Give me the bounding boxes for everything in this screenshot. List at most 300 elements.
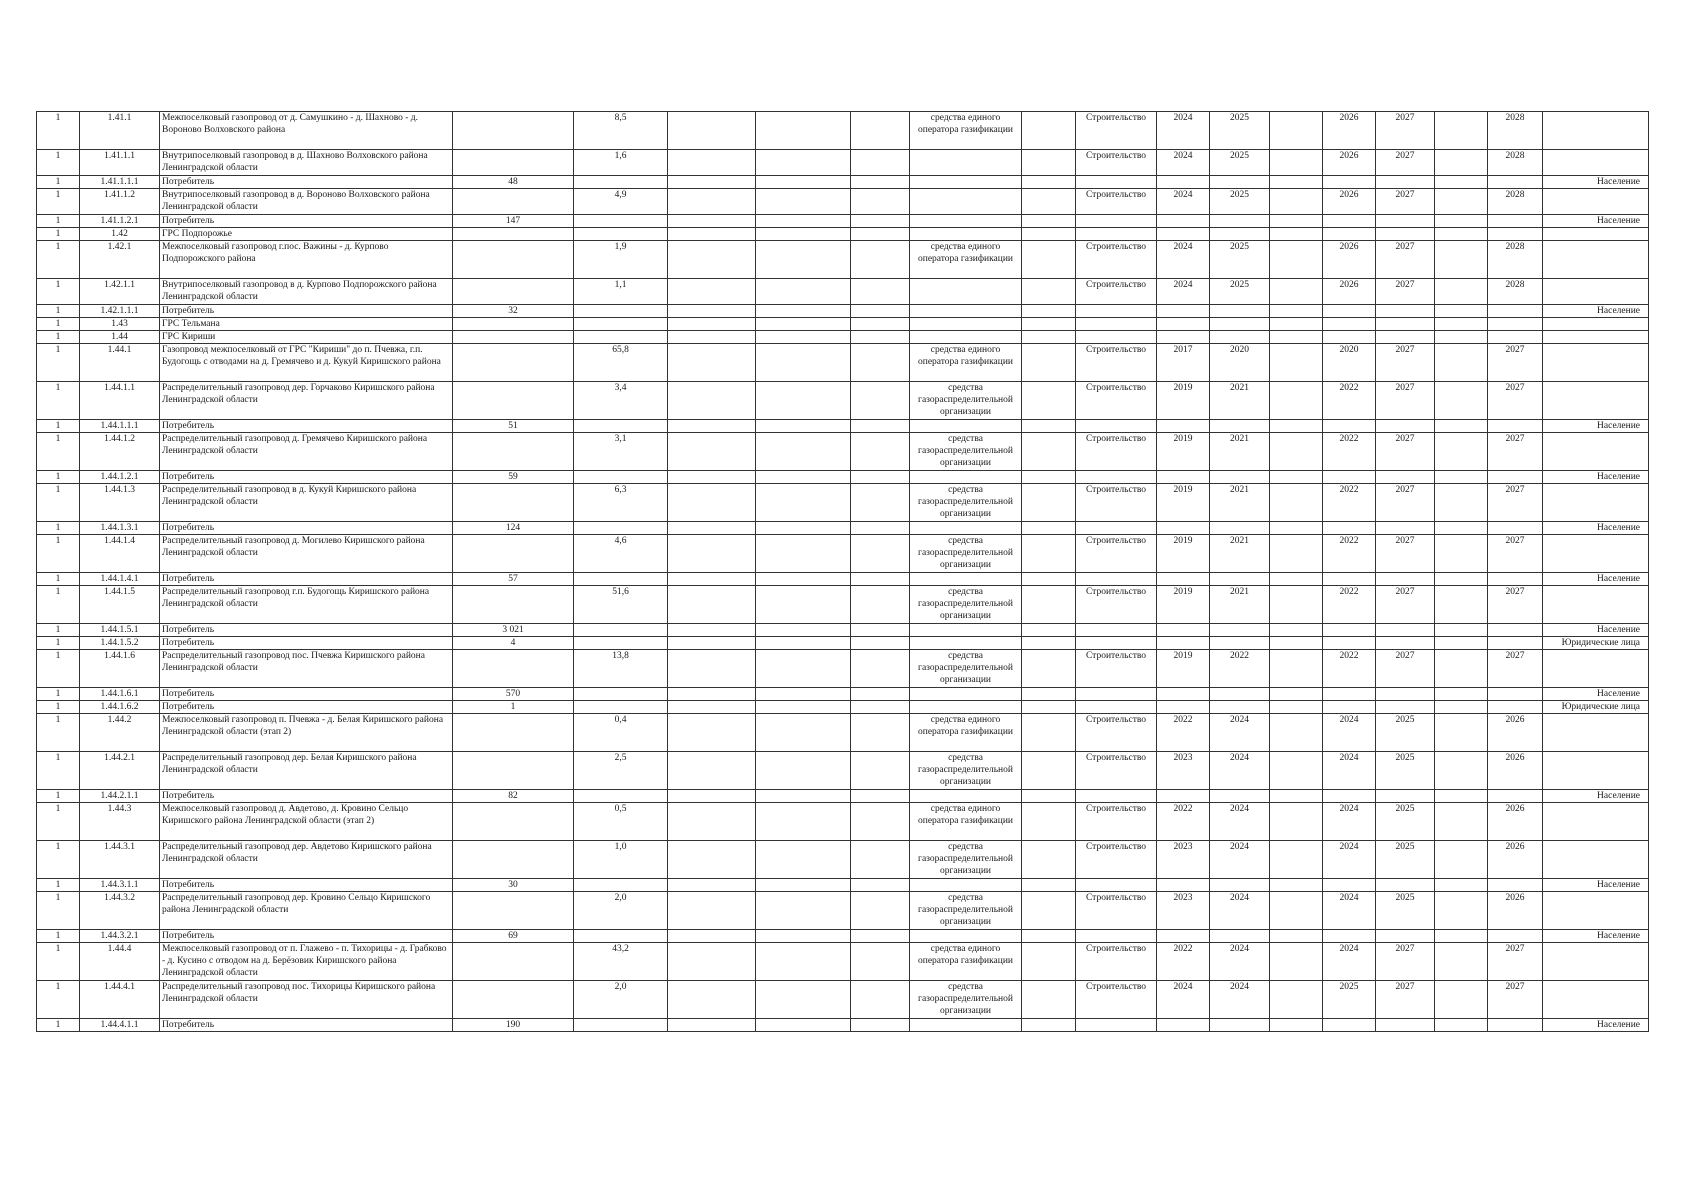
cell-col14 <box>1270 279 1323 305</box>
cell-year-start <box>1157 790 1210 803</box>
cell-year-c: 2027 <box>1488 344 1543 382</box>
cell-funding: средства единого оператора газификации <box>910 714 1022 752</box>
cell-col7 <box>756 688 851 701</box>
table-row <box>37 176 1649 189</box>
cell-year-start <box>1157 701 1210 714</box>
cell-code: 1.44.1.3 <box>80 484 160 522</box>
cell-num: 1 <box>37 318 80 331</box>
cell-funding <box>910 701 1022 714</box>
cell-consumers: 57 <box>453 573 574 586</box>
cell-col14 <box>1270 790 1323 803</box>
cell-col7 <box>756 420 851 433</box>
cell-length: 2,0 <box>574 981 668 1019</box>
cell-works: Строительство <box>1076 752 1157 790</box>
cell-length <box>574 624 668 637</box>
cell-year-a <box>1323 624 1376 637</box>
cell-year-end: 2021 <box>1210 433 1270 471</box>
cell-name: Распределительный газопровод д. Гремячево Киришского района Ленинградской области <box>160 433 453 471</box>
table-row <box>37 1019 1649 1032</box>
cell-name: Внутрипоселковый газопровод в д. Курпово Подпорожского района Ленинградской области <box>160 279 453 305</box>
cell-col8 <box>851 484 910 522</box>
cell-name: Распределительный газопровод г.п. Будогощь Киришского района Ленинградской области <box>160 586 453 624</box>
cell-works: Строительство <box>1076 433 1157 471</box>
cell-year-a: 2024 <box>1323 943 1376 981</box>
cell-works <box>1076 176 1157 189</box>
cell-col10 <box>1022 433 1076 471</box>
cell-year-c: 2026 <box>1488 752 1543 790</box>
table-row <box>37 650 1649 688</box>
cell-col17 <box>1435 841 1488 879</box>
cell-code: 1.43 <box>80 318 160 331</box>
cell-col8 <box>851 305 910 318</box>
cell-col7 <box>756 150 851 176</box>
cell-funding <box>910 150 1022 176</box>
cell-name: Потребитель <box>160 790 453 803</box>
cell-consumers: 48 <box>453 176 574 189</box>
cell-year-end <box>1210 305 1270 318</box>
cell-col14 <box>1270 879 1323 892</box>
cell-consumers <box>453 189 574 215</box>
cell-year-end <box>1210 215 1270 228</box>
cell-funding: средства единого оператора газификации <box>910 112 1022 150</box>
cell-col14 <box>1270 841 1323 879</box>
cell-col6 <box>668 981 756 1019</box>
cell-col7 <box>756 841 851 879</box>
cell-name: Потребитель <box>160 624 453 637</box>
cell-year-end <box>1210 176 1270 189</box>
cell-year-start: 2019 <box>1157 586 1210 624</box>
cell-year-b <box>1376 318 1435 331</box>
cell-consumers <box>453 382 574 420</box>
cell-consumers <box>453 714 574 752</box>
cell-col6 <box>668 150 756 176</box>
cell-col17 <box>1435 701 1488 714</box>
cell-code: 1.44.1.4 <box>80 535 160 573</box>
cell-year-start <box>1157 215 1210 228</box>
cell-col14 <box>1270 471 1323 484</box>
cell-num: 1 <box>37 433 80 471</box>
cell-code: 1.44.1.6.1 <box>80 688 160 701</box>
cell-consumers <box>453 318 574 331</box>
cell-length <box>574 420 668 433</box>
table-row <box>37 433 1649 471</box>
cell-col8 <box>851 841 910 879</box>
cell-consumers: 570 <box>453 688 574 701</box>
cell-col10 <box>1022 803 1076 841</box>
cell-year-start: 2023 <box>1157 752 1210 790</box>
cell-year-c <box>1488 215 1543 228</box>
cell-length: 13,8 <box>574 650 668 688</box>
cell-works: Строительство <box>1076 241 1157 279</box>
cell-year-start <box>1157 879 1210 892</box>
cell-name: ГРС Кириши <box>160 331 453 344</box>
table-row <box>37 305 1649 318</box>
cell-year-b: 2027 <box>1376 112 1435 150</box>
cell-funding <box>910 522 1022 535</box>
cell-code: 1.44.4 <box>80 943 160 981</box>
table-row <box>37 382 1649 420</box>
cell-col14 <box>1270 943 1323 981</box>
table-body <box>37 112 1649 1032</box>
cell-year-c: 2027 <box>1488 382 1543 420</box>
cell-length <box>574 930 668 943</box>
cell-col10 <box>1022 688 1076 701</box>
cell-col10 <box>1022 305 1076 318</box>
cell-year-c: 2027 <box>1488 943 1543 981</box>
cell-col6 <box>668 803 756 841</box>
table-row <box>37 803 1649 841</box>
cell-name: Потребитель <box>160 930 453 943</box>
cell-year-end: 2021 <box>1210 382 1270 420</box>
cell-name: Распределительный газопровод дер. Горчаково Киришского района Ленинградской области <box>160 382 453 420</box>
cell-year-c: 2027 <box>1488 433 1543 471</box>
cell-funding <box>910 279 1022 305</box>
cell-works <box>1076 573 1157 586</box>
cell-col17 <box>1435 943 1488 981</box>
cell-num: 1 <box>37 420 80 433</box>
cell-col14 <box>1270 150 1323 176</box>
cell-funding <box>910 790 1022 803</box>
cell-consumers: 32 <box>453 305 574 318</box>
cell-year-end: 2021 <box>1210 535 1270 573</box>
cell-num: 1 <box>37 1019 80 1032</box>
table-row <box>37 318 1649 331</box>
table-row <box>37 471 1649 484</box>
cell-year-a: 2022 <box>1323 382 1376 420</box>
cell-year-c: 2028 <box>1488 150 1543 176</box>
cell-year-b <box>1376 637 1435 650</box>
cell-col17 <box>1435 331 1488 344</box>
cell-col17 <box>1435 484 1488 522</box>
cell-col17 <box>1435 892 1488 930</box>
cell-code: 1.44.2.1.1 <box>80 790 160 803</box>
cell-col7 <box>756 879 851 892</box>
cell-col6 <box>668 943 756 981</box>
cell-col7 <box>756 573 851 586</box>
cell-col6 <box>668 420 756 433</box>
cell-year-b: 2027 <box>1376 484 1435 522</box>
cell-length <box>574 701 668 714</box>
cell-col7 <box>756 714 851 752</box>
cell-year-b <box>1376 228 1435 241</box>
cell-col7 <box>756 624 851 637</box>
cell-funding <box>910 420 1022 433</box>
cell-year-a: 2026 <box>1323 189 1376 215</box>
cell-col17 <box>1435 112 1488 150</box>
cell-code: 1.44.4.1.1 <box>80 1019 160 1032</box>
cell-year-c: 2028 <box>1488 279 1543 305</box>
cell-year-c <box>1488 930 1543 943</box>
cell-year-end <box>1210 228 1270 241</box>
cell-name: Потребитель <box>160 176 453 189</box>
cell-name: Распределительный газопровод пос. Пчевжа Киришского района Ленинградской области <box>160 650 453 688</box>
cell-col6 <box>668 305 756 318</box>
cell-code: 1.41.1.1.1 <box>80 176 160 189</box>
cell-consumer-type <box>1543 241 1649 279</box>
cell-consumers: 51 <box>453 420 574 433</box>
cell-year-end <box>1210 637 1270 650</box>
table-row <box>37 879 1649 892</box>
cell-col10 <box>1022 981 1076 1019</box>
cell-year-start <box>1157 176 1210 189</box>
cell-num: 1 <box>37 471 80 484</box>
cell-consumer-type <box>1543 112 1649 150</box>
cell-year-a: 2022 <box>1323 484 1376 522</box>
cell-name: Потребитель <box>160 522 453 535</box>
cell-works: Строительство <box>1076 650 1157 688</box>
cell-name: Потребитель <box>160 305 453 318</box>
cell-col10 <box>1022 790 1076 803</box>
cell-col6 <box>668 752 756 790</box>
cell-col10 <box>1022 112 1076 150</box>
cell-consumer-type: Юридические лица <box>1543 637 1649 650</box>
cell-col7 <box>756 215 851 228</box>
cell-col7 <box>756 892 851 930</box>
cell-works: Строительство <box>1076 943 1157 981</box>
cell-col8 <box>851 150 910 176</box>
cell-year-c: 2027 <box>1488 586 1543 624</box>
cell-col14 <box>1270 573 1323 586</box>
cell-col10 <box>1022 331 1076 344</box>
cell-year-a: 2026 <box>1323 279 1376 305</box>
cell-num: 1 <box>37 650 80 688</box>
cell-year-b: 2027 <box>1376 150 1435 176</box>
cell-year-a: 2024 <box>1323 841 1376 879</box>
cell-year-b: 2027 <box>1376 650 1435 688</box>
cell-name: Распределительный газопровод дер. Кровино Сельцо Киришского района Ленинградской области <box>160 892 453 930</box>
cell-code: 1.42.1.1.1 <box>80 305 160 318</box>
cell-col14 <box>1270 803 1323 841</box>
cell-col7 <box>756 1019 851 1032</box>
cell-col8 <box>851 637 910 650</box>
cell-year-b: 2027 <box>1376 943 1435 981</box>
cell-code: 1.41.1.1 <box>80 150 160 176</box>
cell-col17 <box>1435 433 1488 471</box>
cell-funding <box>910 215 1022 228</box>
cell-col6 <box>668 176 756 189</box>
cell-consumer-type <box>1543 150 1649 176</box>
cell-year-c <box>1488 701 1543 714</box>
cell-col17 <box>1435 471 1488 484</box>
cell-year-a: 2024 <box>1323 752 1376 790</box>
cell-works <box>1076 879 1157 892</box>
cell-works: Строительство <box>1076 344 1157 382</box>
table-row <box>37 535 1649 573</box>
cell-year-start: 2019 <box>1157 535 1210 573</box>
cell-works <box>1076 701 1157 714</box>
cell-col8 <box>851 701 910 714</box>
cell-consumer-type: Население <box>1543 176 1649 189</box>
cell-col6 <box>668 318 756 331</box>
cell-col8 <box>851 433 910 471</box>
table-row <box>37 841 1649 879</box>
cell-col14 <box>1270 433 1323 471</box>
cell-consumers <box>453 241 574 279</box>
cell-col8 <box>851 279 910 305</box>
cell-year-b <box>1376 305 1435 318</box>
cell-year-start: 2024 <box>1157 189 1210 215</box>
table-row <box>37 943 1649 981</box>
cell-col10 <box>1022 624 1076 637</box>
cell-col17 <box>1435 382 1488 420</box>
cell-year-a <box>1323 228 1376 241</box>
cell-year-end <box>1210 420 1270 433</box>
cell-year-end: 2024 <box>1210 981 1270 1019</box>
cell-col7 <box>756 930 851 943</box>
cell-name: Потребитель <box>160 471 453 484</box>
cell-year-a: 2022 <box>1323 586 1376 624</box>
cell-length <box>574 637 668 650</box>
table-row <box>37 150 1649 176</box>
cell-year-a <box>1323 879 1376 892</box>
cell-col10 <box>1022 892 1076 930</box>
cell-col17 <box>1435 522 1488 535</box>
cell-consumer-type <box>1543 943 1649 981</box>
cell-funding: средства газораспределительной организации <box>910 433 1022 471</box>
table-row <box>37 331 1649 344</box>
cell-name: Распределительный газопровод пос. Тихорицы Киришского района Ленинградской области <box>160 981 453 1019</box>
cell-consumers: 3 021 <box>453 624 574 637</box>
cell-consumers <box>453 892 574 930</box>
cell-year-c <box>1488 573 1543 586</box>
cell-col14 <box>1270 535 1323 573</box>
table-row <box>37 714 1649 752</box>
cell-col14 <box>1270 176 1323 189</box>
cell-year-b <box>1376 215 1435 228</box>
cell-length <box>574 331 668 344</box>
cell-col17 <box>1435 624 1488 637</box>
cell-col14 <box>1270 637 1323 650</box>
cell-consumer-type <box>1543 535 1649 573</box>
cell-col14 <box>1270 112 1323 150</box>
cell-year-c <box>1488 318 1543 331</box>
cell-year-b: 2025 <box>1376 803 1435 841</box>
cell-col10 <box>1022 879 1076 892</box>
cell-year-start <box>1157 318 1210 331</box>
cell-name: Газопровод межпоселковый от ГРС "Кириши" до п. Пчевжа, г.п. Будогощь с отводами на д. Гремячево и д. Кукуй Киришского района <box>160 344 453 382</box>
cell-year-c: 2027 <box>1488 981 1543 1019</box>
cell-year-b: 2027 <box>1376 344 1435 382</box>
cell-code: 1.44.1.1 <box>80 382 160 420</box>
cell-year-c <box>1488 879 1543 892</box>
cell-year-end <box>1210 790 1270 803</box>
cell-name: Потребитель <box>160 420 453 433</box>
cell-col7 <box>756 112 851 150</box>
cell-year-end: 2021 <box>1210 484 1270 522</box>
cell-works: Строительство <box>1076 841 1157 879</box>
table-row <box>37 484 1649 522</box>
cell-col7 <box>756 790 851 803</box>
cell-year-start: 2019 <box>1157 650 1210 688</box>
cell-col6 <box>668 471 756 484</box>
cell-num: 1 <box>37 930 80 943</box>
cell-col10 <box>1022 650 1076 688</box>
cell-col6 <box>668 841 756 879</box>
cell-funding <box>910 1019 1022 1032</box>
cell-num: 1 <box>37 803 80 841</box>
cell-col14 <box>1270 930 1323 943</box>
cell-length <box>574 318 668 331</box>
cell-num: 1 <box>37 624 80 637</box>
cell-consumer-type: Население <box>1543 790 1649 803</box>
cell-name: Межпоселковый газопровод от д. Самушкино - д. Шахново - д. Вороново Волховского района <box>160 112 453 150</box>
cell-year-c <box>1488 305 1543 318</box>
cell-year-end <box>1210 1019 1270 1032</box>
cell-year-c: 2026 <box>1488 803 1543 841</box>
cell-col6 <box>668 344 756 382</box>
table-row <box>37 981 1649 1019</box>
cell-col17 <box>1435 318 1488 331</box>
cell-col8 <box>851 650 910 688</box>
cell-col6 <box>668 879 756 892</box>
cell-works: Строительство <box>1076 714 1157 752</box>
cell-length: 1,1 <box>574 279 668 305</box>
cell-col8 <box>851 943 910 981</box>
cell-code: 1.44.1.5.1 <box>80 624 160 637</box>
cell-col14 <box>1270 189 1323 215</box>
cell-consumers: 4 <box>453 637 574 650</box>
cell-col17 <box>1435 752 1488 790</box>
cell-consumers <box>453 150 574 176</box>
cell-year-end <box>1210 879 1270 892</box>
cell-col7 <box>756 803 851 841</box>
cell-year-a <box>1323 420 1376 433</box>
cell-col14 <box>1270 382 1323 420</box>
cell-funding <box>910 189 1022 215</box>
cell-col7 <box>756 344 851 382</box>
cell-year-start: 2019 <box>1157 382 1210 420</box>
cell-col17 <box>1435 688 1488 701</box>
cell-length: 6,3 <box>574 484 668 522</box>
cell-consumers <box>453 112 574 150</box>
table-row <box>37 112 1649 150</box>
table-row <box>37 573 1649 586</box>
cell-works <box>1076 522 1157 535</box>
cell-year-a <box>1323 176 1376 189</box>
cell-year-end <box>1210 573 1270 586</box>
cell-col10 <box>1022 318 1076 331</box>
cell-year-b: 2025 <box>1376 752 1435 790</box>
table-row <box>37 637 1649 650</box>
cell-length: 1,0 <box>574 841 668 879</box>
cell-col6 <box>668 484 756 522</box>
cell-funding: средства единого оператора газификации <box>910 803 1022 841</box>
table-row <box>37 279 1649 305</box>
cell-consumers: 59 <box>453 471 574 484</box>
cell-col8 <box>851 241 910 279</box>
cell-consumer-type: Население <box>1543 879 1649 892</box>
cell-year-b: 2027 <box>1376 981 1435 1019</box>
cell-year-b <box>1376 790 1435 803</box>
cell-col17 <box>1435 586 1488 624</box>
cell-col10 <box>1022 1019 1076 1032</box>
cell-num: 1 <box>37 279 80 305</box>
cell-col14 <box>1270 344 1323 382</box>
cell-year-b <box>1376 573 1435 586</box>
cell-consumer-type: Юридические лица <box>1543 701 1649 714</box>
cell-works <box>1076 1019 1157 1032</box>
cell-funding <box>910 318 1022 331</box>
cell-code: 1.44.1.1.1 <box>80 420 160 433</box>
cell-year-b <box>1376 331 1435 344</box>
cell-year-start <box>1157 305 1210 318</box>
cell-year-start: 2024 <box>1157 241 1210 279</box>
cell-num: 1 <box>37 150 80 176</box>
cell-col17 <box>1435 650 1488 688</box>
cell-col17 <box>1435 176 1488 189</box>
cell-col17 <box>1435 420 1488 433</box>
cell-year-c: 2027 <box>1488 535 1543 573</box>
